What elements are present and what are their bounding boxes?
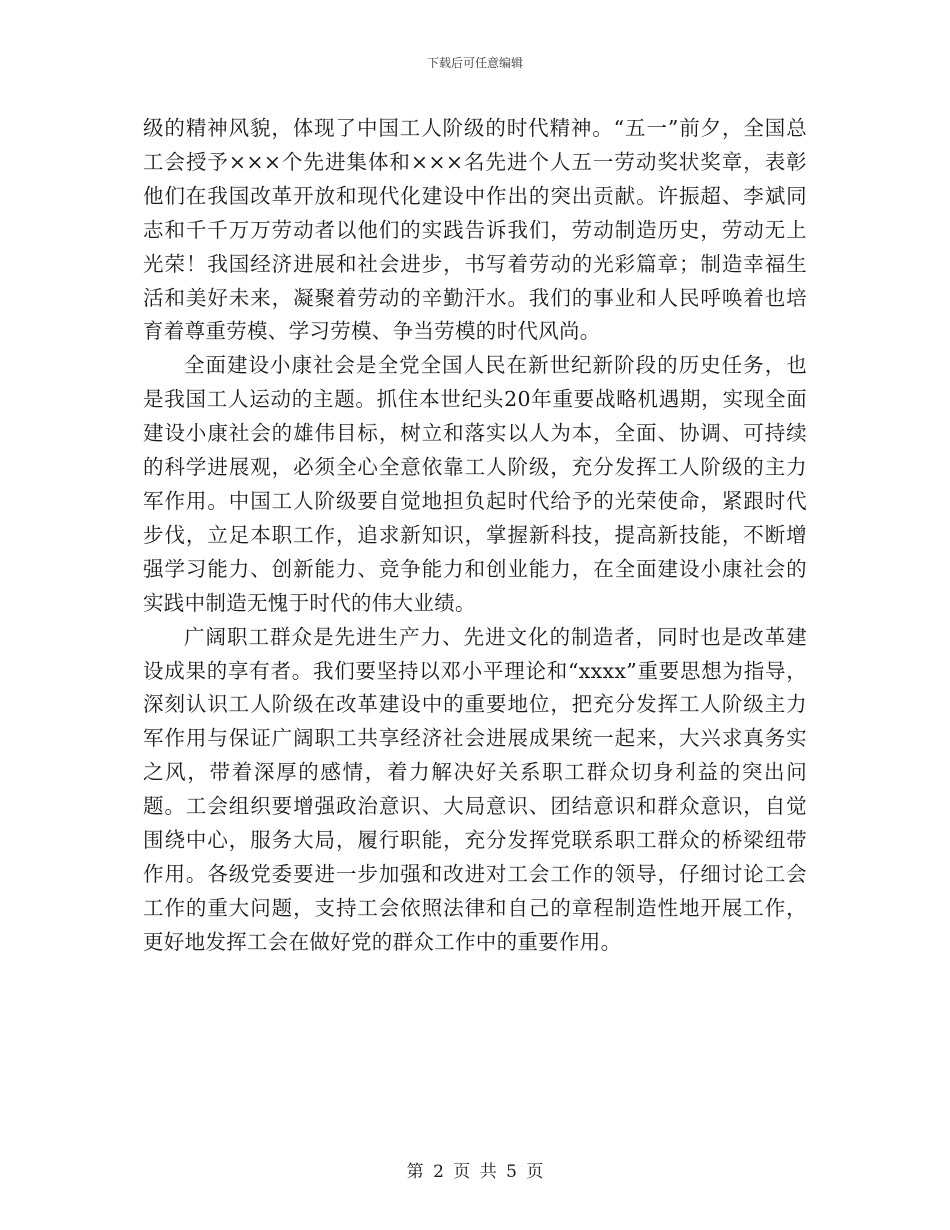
page-header: 下载后可任意编辑 [426,56,523,70]
paragraph-continuation: 级的精神风貌，体现了中国工人阶级的时代精神。“五一”前夕，全国总工会授予×××个先进集体和×××名先进个人五一劳动奖状奖章，表彰他们在我国改革开放和现代化建设中作出的突出贡献。许振超、李斌同志和千千万万劳动者以他们的实践告诉我们，劳动制造历史，劳动无上光荣！我国经济进展和社会进步，书写着劳动的光彩篇章；制造幸福生活和美好未来，凝聚着劳动的辛勤汗水。我们的事业和人民呼唤着也培育着尊重劳模、学习劳模、争当劳模的时代风尚。 [143,116,807,344]
document-body [143,112,807,960]
paragraph-workers: 广阔职工群众是先进生产力、先进文化的制造者，同时也是改革建设成果的享有者。我们要坚持以邓小平理论和“xxxx”重要思想为指导，深刻认识工人阶级在改革建设中的重要地位，把充分发挥工人阶级主力军作用与保证广阔职工共享经济社会进展成果统一起来，大兴求真务实之风，带着深厚的感情，着力解决好关系职工群众切身利益的突出问题。工会组织要增强政治意识、大局意识、团结意识和群众意识，自觉围绕中心，服务大局，履行职能，充分发挥党联系职工群众的桥梁纽带作用。各级党委要进一步加强和改进对工会工作的领导，仔细讨论工会工作的重大问题，支持工会依照法律和自己的章程制造性地开展工作，更好地发挥工会在做好党的群众工作中的重要作用。 [143,624,807,954]
page-number: 第 2 页 共 5 页 [406,1162,544,1182]
paragraph-xiaokang: 全面建设小康社会是全党全国人民在新世纪新阶段的历史任务，也是我国工人运动的主题。抓住本世纪头20年重要战略机遇期，实现全面建设小康社会的雄伟目标，树立和落实以人为本，全面、协调、可持续的科学进展观，必须全心全意依靠工人阶级，充分发挥工人阶级的主力军作用。中国工人阶级要自觉地担负起时代给予的光荣使命，紧跟时代步伐，立足本职工作，追求新知识，掌握新科技，提高新技能，不断增强学习能力、创新能力、竞争能力和创业能力，在全面建设小康社会的实践中制造无愧于时代的伟大业绩。 [143,353,807,615]
